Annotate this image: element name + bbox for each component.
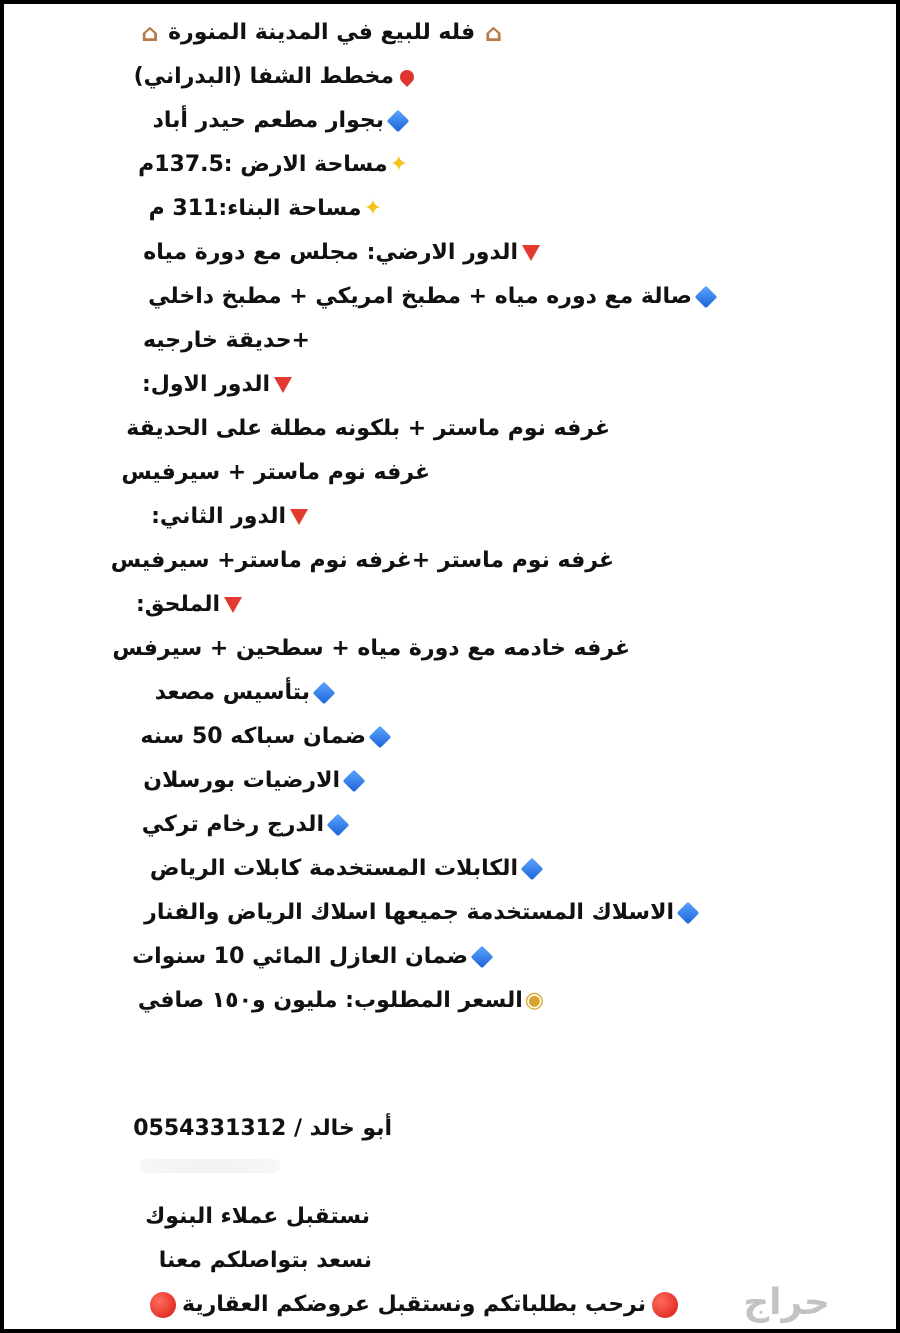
second-floor-title-line [151, 502, 312, 532]
insulation-text: ضمان العازل المائي 10 سنوات [132, 944, 468, 969]
banks-line [145, 1202, 370, 1232]
landmark-line [153, 106, 412, 136]
ground-floor-line [143, 238, 544, 268]
first-floor-text-1: غرفه نوم ماستر + بلكونه مطلة على الحديقة [126, 416, 610, 441]
stairs-text: الدرج رخام تركي [141, 812, 324, 837]
house-icon: ⌂ [141, 19, 159, 47]
blue-diamond-icon [327, 814, 350, 837]
welcome-line [159, 1246, 372, 1276]
plumbing-text: ضمان سباكه 50 سنه [140, 724, 366, 749]
land-area-text: مساحة الارض :137.5م [138, 152, 388, 177]
red-circle-icon [150, 1292, 176, 1318]
ground-floor-text: الدور الارضي: مجلس مع دورة مياه [143, 240, 518, 265]
blue-diamond-icon [343, 770, 366, 793]
blue-diamond-icon [369, 726, 392, 749]
annex-title: الملحق: [135, 592, 220, 617]
foundation-line [155, 678, 338, 708]
blue-diamond-icon [387, 110, 410, 133]
banks-text: نستقبل عملاء البنوك [145, 1204, 370, 1229]
location-text: مخطط الشفا (البدراني) [133, 64, 394, 89]
annex-line-1 [112, 634, 630, 664]
listing-page [4, 4, 896, 1329]
contact-line[interactable] [133, 1114, 392, 1144]
faint-text-remnant [140, 1159, 280, 1173]
ground-floor-line-2 [148, 282, 720, 312]
second-floor-title: الدور الثاني: [151, 504, 286, 529]
wires-text: الاسلاك المستخدمة جميعها اسلاك الرياض والفنار [144, 900, 674, 925]
second-floor-text-1: غرفه نوم ماستر +غرفه نوم ماستر+ سيرفيس [110, 548, 614, 573]
red-triangle-icon [290, 509, 308, 525]
price-text: السعر المطلوب: مليون و١٥٠ صافي [137, 988, 523, 1013]
first-floor-title: الدور الاول: [142, 372, 270, 397]
title-line [139, 18, 504, 48]
ground-floor-text-3: +حديقة خارجيه [142, 328, 310, 353]
annex-title-line [136, 590, 246, 620]
location-line [134, 62, 420, 92]
contact-text[interactable]: أبو خالد / 0554331312 [133, 1116, 392, 1141]
landmark-text: بجوار مطعم حيدر أباد [152, 108, 384, 133]
blue-diamond-icon [521, 858, 544, 881]
cables-text: الكابلات المستخدمة كابلات الرياض [149, 856, 518, 881]
house-icon: ⌂ [484, 19, 502, 47]
flooring-line [143, 766, 368, 796]
pin-icon [397, 67, 417, 87]
offers-line [144, 1290, 684, 1320]
second-floor-line-1 [111, 546, 614, 576]
red-triangle-icon [274, 377, 292, 393]
land-area-line [138, 150, 410, 180]
cables-line [150, 854, 546, 884]
first-floor-line-2 [121, 458, 430, 488]
blue-diamond-icon [313, 682, 336, 705]
foundation-text: بتأسيس مصعد [154, 680, 310, 705]
welcome-text: نسعد بتواصلكم معنا [158, 1248, 372, 1273]
ground-floor-line-3 [143, 326, 310, 356]
price-line [138, 986, 546, 1016]
building-area-line [149, 194, 384, 224]
first-floor-title-line [142, 370, 296, 400]
flooring-text: الارضيات بورسلان [143, 768, 340, 793]
stairs-line [142, 810, 352, 840]
listing-title: فله للبيع في المدينة المنورة [168, 20, 476, 45]
wires-line [144, 898, 702, 928]
red-circle-icon [652, 1292, 678, 1318]
blue-diamond-icon [471, 946, 494, 969]
first-floor-text-2: غرفه نوم ماستر + سيرفيس [121, 460, 430, 485]
haraj-watermark: حراج [743, 1282, 830, 1323]
blue-diamond-icon [695, 286, 718, 309]
sparkles-icon: ✦ [389, 152, 408, 177]
blue-diamond-icon [677, 902, 700, 925]
annex-text-1: غرفه خادمه مع دورة مياه + سطحين + سيرفس [112, 636, 630, 661]
sparkles-icon: ✦ [363, 196, 382, 221]
ground-floor-text-2: صالة مع دوره مياه + مطبخ امريكي + مطبخ داخلي [148, 284, 692, 309]
plumbing-line [140, 722, 394, 752]
insulation-line [132, 942, 496, 972]
first-floor-line-1 [126, 414, 610, 444]
red-triangle-icon [224, 597, 242, 613]
red-triangle-icon [522, 245, 540, 261]
building-area-text: مساحة البناء:311 م [148, 196, 362, 221]
offers-text: نرحب بطلباتكم ونستقبل عروضكم العقارية [182, 1292, 646, 1317]
money-bag-icon: ◉ [524, 988, 544, 1013]
